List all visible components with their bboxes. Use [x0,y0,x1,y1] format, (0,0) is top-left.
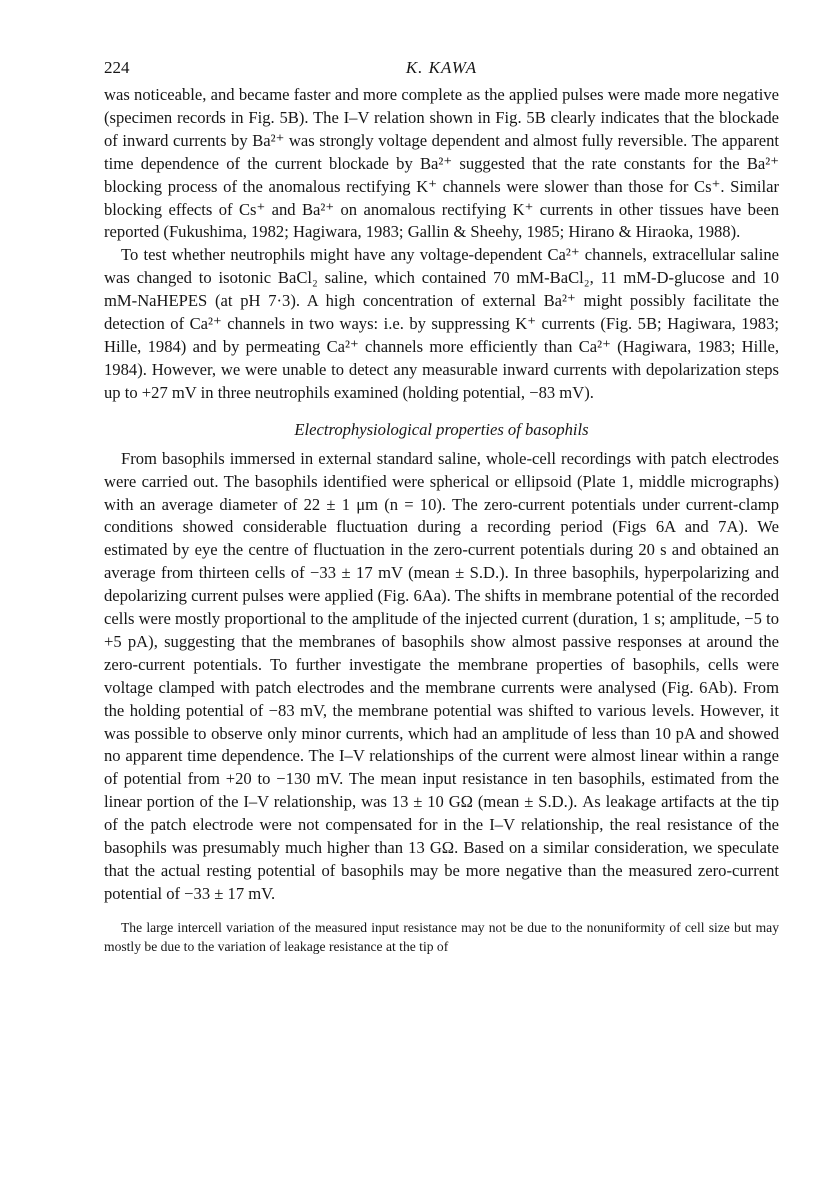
page-number: 224 [104,58,130,77]
footnote: The large intercell variation of the measured input resistance may not be due to the nonuniformity of cell size but may mostly be due to the variation of leakage resistance at the tip of [104,919,779,954]
section-heading: Electrophysiological properties of basophils [294,419,589,439]
body-paragraph: To test whether neutrophils might have any voltage-dependent Ca²⁺ channels, extracellular saline was changed to isotonic BaCl₂ saline, which contained 70 mM-BaCl₂, 11 mM-D-glucose and 10 mM-NaHEPES (at pH 7·3). A high concentration of external Ba²⁺ might possibly facilitate the detection of Ca²⁺ channels in two ways: i.e. by suppressing K⁺ currents (Fig. 5B; Hagiwara, 1983; Hille, 1984) and by permeating Ca²⁺ channels more efficiently than Ca²⁺ (Hagiwara, 1983; Hille, 1984). However, we were unable to detect any measurable inward currents with depolarization steps up to +27 mV in three neutrophils examined (holding potential, −83 mV). [104,245,779,402]
body-paragraph: From basophils immersed in external standard saline, whole-cell recordings with patch electrodes were carried out. The basophils identified were spherical or ellipsoid (Plate 1, middle micrographs) with an average diameter of 22 ± 1 μm (n = 10). The zero-current potentials under current-clamp conditions showed considerable fluctuation during a recording period (Figs 6A and 7A). We estimated by eye the centre of fluctuation in the zero-current potentials during 20 s and obtained an average from thirteen cells of −33 ± 17 mV (mean ± S.D.). In three basophils, hyperpolarizing and depolarizing current pulses were applied (Fig. 6Aa). The shifts in membrane potential of the recorded cells were mostly proportional to the amplitude of the injected current (duration, 1 s; amplitude, −5 to +5 pA), suggesting that the membranes of basophils show almost passive responses at around the zero-current potentials. To further investigate the membrane properties of basophils, cells were voltage clamped with patch electrodes and the membrane currents were analysed (Fig. 6Ab). From the holding potential of −83 mV, the membrane potential was shifted to various levels. However, it was possible to observe only minor currents, which had an amplitude of less than 10 pA and showed no apparent time dependence. The I–V relationships of the current were almost linear within a range of potential from +20 to −130 mV. The mean input resistance in ten basophils, estimated from the linear portion of the I–V relationship, was 13 ± 10 GΩ (mean ± S.D.). As leakage artifacts at the tip of the patch electrode were not compensated for in the I–V relationship, the real resistance of the basophils was presumably much higher than 13 GΩ. Based on a similar consideration, we speculate that the actual resting potential of basophils may be more negative than the measured zero-current potential of −33 ± 17 mV. [104,448,779,903]
page [104,58,779,956]
running-title: K. KAWA [405,58,478,77]
body-paragraph: was noticeable, and became faster and more complete as the applied pulses were made more negative (specimen records in Fig. 5B). The I–V relation shown in Fig. 5B clearly indicates that the blockade of inward currents by Ba²⁺ was strongly voltage dependent and almost fully reversible. The apparent time dependence of the current blockade by Ba²⁺ suggested that the rate constants for the Ba²⁺ blocking process of the anomalous rectifying K⁺ channels were slower than those for Cs⁺. Similar blocking effects of Cs⁺ and Ba²⁺ on anomalous rectifying K⁺ currents in other tissues have been reported (Fukushima, 1982; Hagiwara, 1983; Gallin & Sheehy, 1985; Hirano & Hiraoka, 1988). [104,85,779,242]
page-header [104,58,779,84]
